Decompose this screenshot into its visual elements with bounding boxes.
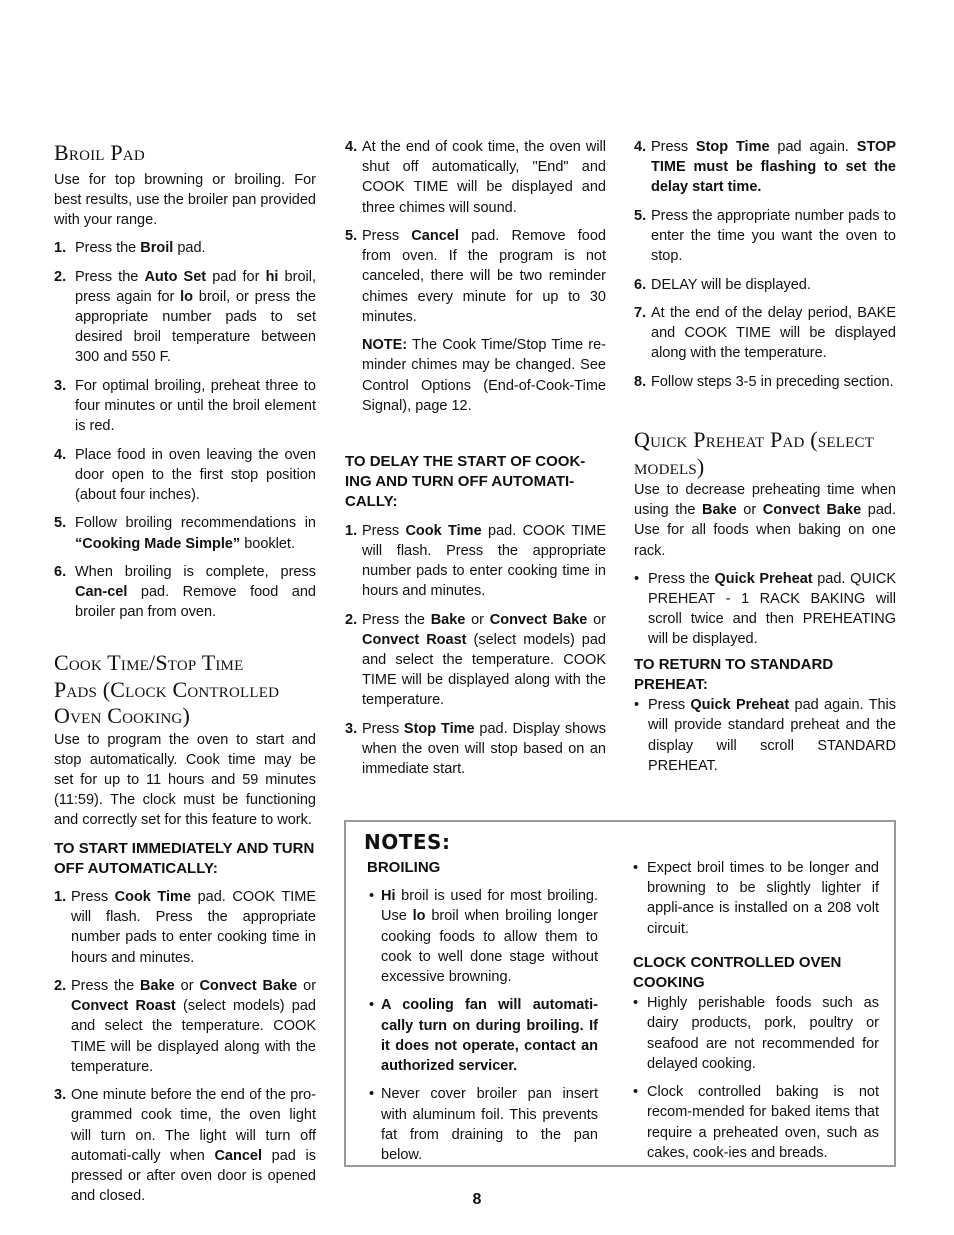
list-item: 3. For optimal broiling, preheat three to four minutes or until the broil element is red. — [54, 377, 316, 435]
list-item: • Press Quick Preheat pad again. This will provide standard preheat and the display will scroll STANDARD PREHEAT. — [634, 697, 897, 774]
list-item: 7. At the end of the delay period, BAKE and COOK TIME will be displayed along with the temperature. — [634, 304, 896, 362]
list-item: 5. Follow broiling recommendations in “Cooking Made Simple” booklet. — [54, 515, 316, 552]
list-item: 2. Press the Bake or Convect Bake or Convect Roast (select models) pad and select the temperature. COOK TIME will be displayed along with the temperature. — [54, 977, 317, 1075]
cook-steps-continued — [345, 137, 606, 327]
list-item: • Press the Quick Preheat pad. QUICK PREHEAT - 1 RACK BAKING will scroll twice and then PREHEATING will be displayed. — [634, 570, 897, 648]
list-item: 8. Follow steps 3-5 in preceding section. — [634, 373, 894, 390]
list-item: 3. One minute before the end of the pro-grammed cook time, the oven light will turn on. The light will turn off automati-cally when Cancel pad is pressed or after oven door is opened and closed. — [54, 1087, 316, 1205]
quick-preheat-bullets — [634, 569, 896, 650]
quick-preheat-heading: Quick Preheat Pad (select models) — [634, 427, 875, 479]
broiling-notes-heading: BROILING — [367, 859, 441, 876]
list-item: • Highly perishable foods such as dairy products, pork, poultry or seafood are not recommended for delayed cooking. — [633, 995, 879, 1072]
list-item: • Clock controlled baking is not recom-mended for baked items that require a preheated oven, such as cakes, cook-ies and breads. — [633, 1084, 879, 1161]
cook-time-heading: Cook Time/Stop Time Pads (Clock Controlled Oven Cooking) — [54, 650, 280, 728]
list-item: 5. Press Cancel pad. Remove food from oven. If the program is not canceled, there will be two reminder chimes every minute for up to 30 minutes. — [345, 228, 606, 325]
notes-left — [367, 858, 598, 1173]
clock-controlled-notes — [633, 993, 879, 1163]
list-item: 3. Press Stop Time pad. Display shows when the oven will stop based on an immediate start. — [345, 720, 607, 778]
list-item: • Hi broil is used for most broiling. Use lo broil when broiling longer cooking foods to allow them to cook to well done stage without excessive browning. — [369, 888, 598, 986]
delay-steps-continued — [634, 137, 896, 392]
column-right — [634, 137, 896, 400]
return-standard-heading: TO RETURN TO STANDARD PREHEAT: — [634, 655, 834, 694]
list-item: • A cooling fan will automati-cally turn on during broiling. If it does not operate, contact an authorized servicer. — [369, 997, 598, 1075]
broil-steps — [54, 238, 316, 622]
list-item: 2. Press the Auto Set pad for hi broil, press again for lo broil, or press the appropriate number pads to set desired broil temperature between 300 and 550 F. — [54, 268, 316, 366]
cook-time-note: NOTE: The Cook Time/Stop Time re-minder chimes may be changed. See Control Options (End-of-Cook-Time Signal), page 12. — [362, 337, 606, 414]
delay-start-heading: TO DELAY THE START OF COOK-ING AND TURN OFF AUTOMATI-CALLY: — [345, 453, 586, 511]
broil-pad-heading: Broil Pad — [54, 140, 145, 165]
start-steps — [54, 887, 316, 1206]
list-item: 1. Press Cook Time pad. COOK TIME will flash. Press the appropriate number pads to enter cooking time in hours and minutes. — [54, 888, 316, 966]
list-item: 6. When broiling is complete, press Can-cel pad. Remove food and broiler pan from oven. — [54, 563, 316, 621]
list-item: 6. DELAY will be displayed. — [634, 276, 811, 293]
column-left-lower — [54, 650, 316, 1215]
notes-right — [633, 858, 879, 1171]
column-right-lower — [634, 427, 896, 784]
list-item: 4. Place food in oven leaving the oven door open to the first stop position (about four inches). — [54, 446, 316, 503]
list-item: 1. Press Cook Time pad. COOK TIME will flash. Press the appropriate number pads to enter cooking time in hours and minutes. — [345, 522, 607, 600]
list-item: • Expect broil times to be longer and browning to be slightly lighter if appli-ance is installed on a 208 volt circuit. — [633, 860, 879, 937]
column-left — [54, 140, 316, 631]
quick-preheat-intro: Use to decrease preheating time when using the Bake or Convect Bake pad. Use for all foods when baking on one rack. — [634, 482, 897, 559]
list-item: 5. Press the appropriate number pads to enter the time you want the oven to stop. — [634, 207, 896, 265]
broil-intro: Use for top browning or broiling. For best results, use the broiler pan provided with your range. — [54, 171, 316, 228]
delay-steps — [345, 521, 606, 780]
list-item: 1. Press the Broil pad. — [54, 240, 206, 257]
list-item: 2. Press the Bake or Convect Bake or Convect Roast (select models) pad and select the temperature. COOK TIME will be displayed along with the temperature. — [345, 611, 607, 709]
list-item: 4. Press Stop Time pad again. STOP TIME must be flashing to set the delay start time. — [634, 139, 896, 196]
cook-time-intro: Use to program the oven to start and stop automatically. Cook time may be set for up to 11 hours and 59 minutes (11:59). The clock must be functioning and correctly set for this feature to work. — [54, 731, 316, 829]
return-bullets — [634, 695, 896, 776]
notes-title: NOTES: — [364, 830, 451, 854]
list-item: • Never cover broiler pan insert with aluminum foil. This prevents fat from draining to the pan below. — [369, 1086, 598, 1164]
column-middle — [345, 137, 606, 788]
start-immediately-heading: TO START IMMEDIATELY AND TURN OFF AUTOMATICALLY: — [54, 839, 315, 877]
clock-controlled-notes-heading: CLOCK CONTROLLED OVEN COOKING — [633, 953, 842, 992]
notes-box — [344, 820, 896, 1167]
page-number: 8 — [472, 1191, 482, 1208]
broil-time-note — [633, 858, 879, 939]
broiling-notes — [367, 886, 598, 1165]
list-item: 4. At the end of cook time, the oven will shut off automatically, "End" and COOK TIME will be displayed and three chimes will sound. — [345, 139, 606, 216]
